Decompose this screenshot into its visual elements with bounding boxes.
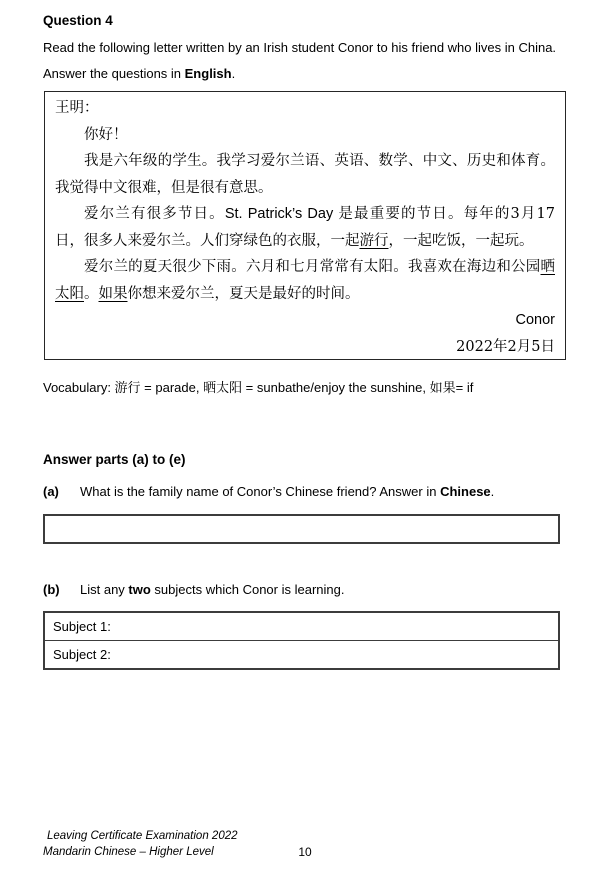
- subject-1-label: Subject 1:: [53, 619, 111, 634]
- para3-text-3: 你想来爱尔兰，夏天是最好的时间。: [127, 285, 360, 302]
- footer-subject-level: Mandarin Chinese – Higher Level: [43, 846, 214, 858]
- question-b-label: (b): [43, 582, 60, 597]
- page-number: 10: [298, 845, 312, 859]
- intro-line-2: [43, 66, 235, 81]
- question-b-prefix: List any: [80, 582, 129, 597]
- para3-underlined-word-2: 如果: [98, 285, 128, 302]
- question-a-suffix: .: [490, 484, 495, 499]
- vocabulary-note: Vocabulary: 游行 = parade, 晒太阳 = sunbathe/enjoy the sunshine, 如果= if: [43, 380, 474, 395]
- letter-paragraph-1: 我是六年级的学生。我学习爱尔兰语、英语、数学、中文、历史和体育。我觉得中文很难，但是很有意思。: [55, 153, 555, 196]
- question-heading: Question 4: [43, 13, 113, 28]
- answer-box-a[interactable]: [43, 514, 560, 544]
- question-b-bold: two: [128, 582, 151, 597]
- subject-1-row[interactable]: [45, 613, 558, 640]
- intro-line-2-suffix: .: [231, 66, 236, 81]
- question-a-text: [80, 484, 494, 499]
- para2-latin-phrase: St. Patrick’s Day: [224, 206, 339, 222]
- letter-paragraph-3: [55, 254, 555, 307]
- letter-salutation: 你好！: [84, 126, 128, 143]
- letter-paragraph-2: [55, 201, 555, 254]
- subject-2-label: Subject 2:: [53, 647, 111, 662]
- question-a-label: (a): [43, 484, 59, 499]
- intro-line-1: Read the following letter written by an Irish student Conor to his friend who lives in China.: [43, 40, 557, 55]
- para3-underlined-word-1: 晒太阳: [55, 259, 555, 302]
- question-a-bold: Chinese: [440, 484, 491, 499]
- para2-text-1: 爱尔兰有很多节日。: [84, 206, 225, 222]
- letter-box: [44, 91, 566, 360]
- question-b: [43, 582, 344, 597]
- para3-text-1: 爱尔兰的夏天很少下雨。六月和七月常常有太阳。我喜欢在海边和公园: [84, 259, 541, 275]
- letter-signature-date: 2022年2月5日: [456, 338, 555, 355]
- letter-greeting: 王明：: [55, 100, 99, 116]
- answer-table-b: [43, 611, 560, 670]
- para2-text-3: ，一起吃饭，一起玩。: [388, 232, 534, 249]
- answer-parts-heading: Answer parts (a) to (e): [43, 452, 186, 467]
- question-b-suffix: subjects which Conor is learning.: [150, 582, 345, 597]
- intro-line-2-bold: English: [184, 66, 232, 81]
- footer-exam-title: Leaving Certificate Examination 2022: [47, 830, 238, 842]
- question-a-prefix: What is the family name of Conor’s Chinese friend? Answer in: [80, 484, 441, 499]
- intro-line-2-prefix: Answer the questions in: [43, 66, 185, 81]
- para2-text-2: 是最重要的节日。每年的3月17日，很多人来爱尔兰。人们穿绿色的衣服，一起: [55, 206, 555, 249]
- question-a: [43, 484, 494, 499]
- question-b-text: [80, 582, 344, 597]
- subject-2-row[interactable]: [45, 640, 558, 668]
- para3-text-2: 。: [84, 285, 99, 302]
- letter-signature-name: Conor: [515, 312, 555, 328]
- para2-underlined-word: 游行: [359, 232, 389, 249]
